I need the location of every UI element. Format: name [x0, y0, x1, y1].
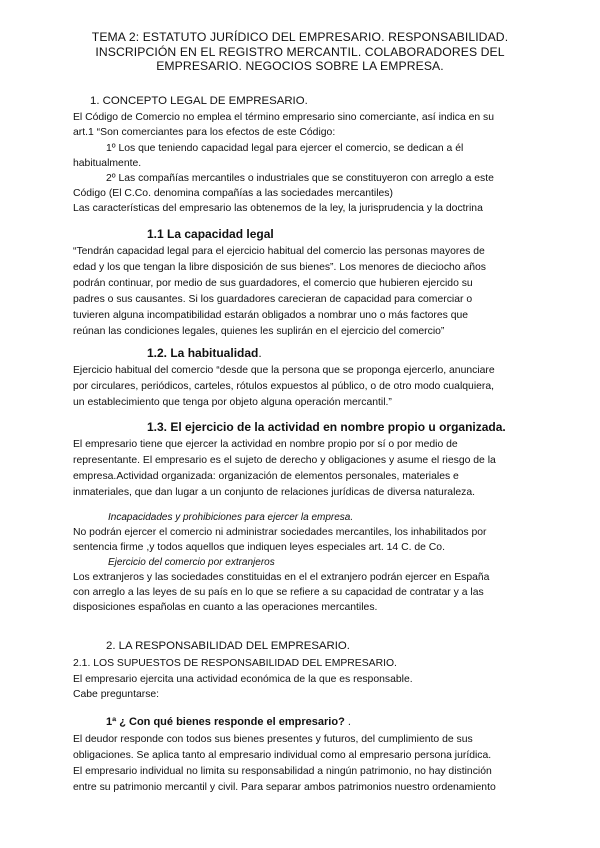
paragraph-line: Cabe preguntarse:: [73, 689, 160, 700]
section-1-1-heading: 1.1 La capacidad legal: [147, 227, 274, 241]
list-item: 2º Las compañías mercantiles o industriales que se constituyeron con arreglo a este: [106, 173, 494, 184]
paragraph-line: “Tendrán capacidad legal para el ejercicio habitual del comercio las personas mayores de: [73, 246, 485, 257]
question-1-heading: 1ª ¿ Con qué bienes responde el empresario? .: [106, 716, 351, 728]
paragraph-line: edad y los que tengan la libre disposición de sus bienes”. Los menores de dieciocho años: [73, 262, 487, 273]
section-2-1-heading: 2.1. LOS SUPUESTOS DE RESPONSABILIDAD DEL EMPRESARIO.: [73, 658, 397, 669]
section-1-2-heading: 1.2. La habitualidad.: [147, 346, 262, 360]
paragraph-line: art.1 “Son comerciantes para los efectos de este Código:: [73, 127, 336, 138]
paragraph-line: inmateriales, que dan lugar a un conjunto de relaciones jurídicas de diversa naturaleza.: [73, 487, 476, 498]
paragraph-line: entre su patrimonio mercantil y civil. Para separar ambos patrimonios nuestro ordenamiento: [73, 782, 496, 793]
paragraph-line: El Código de Comercio no emplea el término empresario sino comerciante, así indica en su: [73, 112, 495, 123]
title-line: TEMA 2: ESTATUTO JURÍDICO DEL EMPRESARIO. RESPONSABILIDAD.: [91, 30, 509, 44]
paragraph-line: El empresario tiene que ejercer la actividad en nombre propio por sí o por medio de: [73, 439, 458, 450]
list-item: 1º Los que teniendo capacidad legal para ejercer el comercio, se dedican a él: [106, 143, 464, 154]
title-line: EMPRESARIO. NEGOCIOS SOBRE LA EMPRESA.: [156, 59, 444, 74]
paragraph-line: No podrán ejercer el comercio ni administrar sociedades mercantiles, los inhabilitados por: [73, 527, 487, 538]
paragraph-line: El empresario ejercita una actividad económica de la que es responsable.: [73, 674, 413, 685]
section-2-heading: 2. LA RESPONSABILIDAD DEL EMPRESARIO.: [106, 640, 350, 652]
section-1-3-heading: 1.3. El ejercicio de la actividad en nombre propio u organizada.: [147, 420, 506, 434]
paragraph-line: padres o sus causantes. Si los guardadores carecieran de capacidad para comerciar o: [73, 294, 473, 305]
incapacidades-heading: Incapacidades y prohibiciones para ejercer la empresa.: [108, 512, 354, 523]
paragraph-line: representante. El empresario es el sujeto de derecho y obligaciones y asume el riesgo de la: [73, 455, 496, 466]
paragraph-line: habitualmente.: [73, 158, 142, 169]
paragraph-line: obligaciones. Se aplica tanto al empresario individual como al empresario persona jurídica.: [73, 750, 492, 761]
paragraph-line: por circulares, periódicos, carteles, rótulos expuestos al público, o de otro modo cualquiera,: [73, 381, 495, 392]
extranjeros-heading: Ejercicio del comercio por extranjeros: [108, 557, 275, 568]
title-line: INSCRIPCIÓN EN EL REGISTRO MERCANTIL. COLABORADORES DEL: [95, 44, 505, 59]
document-title: [40, 30, 560, 74]
paragraph-line: El deudor responde con todos sus bienes presentes y futuros, del cumplimiento de sus: [73, 734, 473, 745]
paragraph-line: sentencia firme ,y todos aquellos que indiquen leyes especiales art. 14 C. de Co.: [73, 542, 445, 553]
paragraph-line: podrán continuar, por medio de sus guardadores, el comercio que hubieren ejercido su: [73, 278, 473, 289]
paragraph-line: Los extranjeros y las sociedades constituidas en el el extranjero podrán ejercer en España: [73, 572, 490, 583]
paragraph-line: El empresario individual no limita su responsabilidad a ningún patrimonio, no hay distinción: [73, 766, 492, 777]
paragraph-line: empresa.Actividad organizada: organización de elementos personales, materiales e: [73, 471, 459, 482]
paragraph-line: Las características del empresario las obtenemos de la ley, la jurisprudencia y la doctrina: [73, 203, 483, 214]
paragraph-line: disposiciones españolas en cuanto a las operaciones mercantiles.: [73, 602, 378, 613]
paragraph-line: reúnan las condiciones legales, quienes les suplirán en el ejercicio del comercio”: [73, 326, 445, 337]
paragraph-line: un establecimiento que tenga por objeto alguna operación mercantil.”: [73, 397, 392, 408]
paragraph-line: Código (El C.Co. denomina compañías a las sociedades mercantiles): [73, 188, 393, 199]
paragraph-line: con arreglo a las leyes de su país en lo que se refiere a su capacidad de contratar y a las: [73, 587, 484, 598]
paragraph-line: Ejercicio habitual del comercio “desde que la persona que se proponga ejercerlo, anunciare: [73, 365, 495, 376]
section-1-heading: 1. CONCEPTO LEGAL DE EMPRESARIO.: [90, 95, 308, 107]
paragraph-line: tuvieren alguna incompatibilidad estarán obligados a nombrar uno o más factores que: [73, 310, 469, 321]
